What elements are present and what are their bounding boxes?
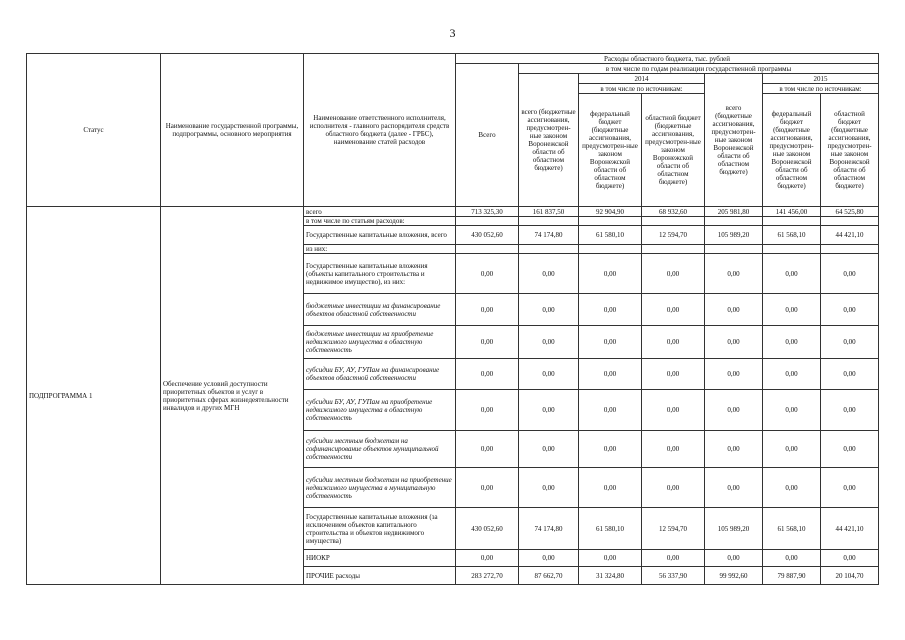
- cell-2014-total: 0,00: [519, 390, 579, 431]
- cell-2015-total: 105 989,20: [705, 508, 763, 550]
- cell-2015-federal: 79 887,90: [763, 567, 821, 585]
- cell-2015-regional: 0,00: [821, 431, 879, 468]
- table-row: [27, 207, 879, 217]
- cell-total: 0,00: [456, 254, 519, 294]
- cell-2015-regional: 0,00: [821, 254, 879, 294]
- cell-2014-total: 161 837,50: [519, 207, 579, 217]
- subprogram-name: Обеспечение условий доступности приоритетных объектов и услуг в приоритетных сферах жизнедеятельности инвалидов и других МГН: [161, 207, 304, 585]
- header-expenses: Расходы областного бюджета, тыс. рублей: [456, 54, 879, 64]
- header-2014-total: всего (бюджетные ассигнования, предусмотрен-ные законом Воронежской области об областном бюджете): [519, 74, 579, 207]
- cell-2014-regional: 12 594,70: [642, 508, 705, 550]
- cell-total: 0,00: [456, 390, 519, 431]
- cell-2014-federal: 0,00: [579, 326, 642, 359]
- cell-2015-total: 205 981,80: [705, 207, 763, 217]
- row-label: субсидии местным бюджетам на софинансирование объектов муниципальной собственности: [304, 431, 456, 468]
- cell-2015-total: 0,00: [705, 294, 763, 326]
- cell-2014-total: 74 174,80: [519, 508, 579, 550]
- cell-2014-federal: 61 580,10: [579, 508, 642, 550]
- cell-total: 0,00: [456, 326, 519, 359]
- cell-2015-federal: 0,00: [763, 294, 821, 326]
- cell-2014-federal: 31 324,80: [579, 567, 642, 585]
- cell-2015-regional: 0,00: [821, 294, 879, 326]
- header-year-2015: 2015: [763, 74, 879, 84]
- cell-2015-federal: 0,00: [763, 359, 821, 390]
- cell-2014-regional: 56 337,90: [642, 567, 705, 585]
- cell-2014-regional: 0,00: [642, 254, 705, 294]
- cell-2015-regional: 0,00: [821, 326, 879, 359]
- row-label: Государственные капитальные вложения (за исключением объектов капитального строительства и объектов недвижимого имущества): [304, 508, 456, 550]
- cell-2014-regional: 0,00: [642, 468, 705, 508]
- cell-2015-regional: 44 421,10: [821, 508, 879, 550]
- row-label: из них:: [304, 245, 456, 254]
- cell-2015-total: 0,00: [705, 431, 763, 468]
- budget-table: [26, 53, 879, 585]
- header-2015-sources: в том числе по источникам:: [763, 84, 879, 94]
- row-label: ПРОЧИЕ расходы: [304, 567, 456, 585]
- cell-total: 430 052,60: [456, 508, 519, 550]
- cell-2015-total: 0,00: [705, 326, 763, 359]
- cell-2014-regional: 12 594,70: [642, 226, 705, 245]
- cell-2015-total: 0,00: [705, 550, 763, 567]
- row-label: НИОКР: [304, 550, 456, 567]
- cell-2014-total: 0,00: [519, 431, 579, 468]
- header-status: Статус: [27, 54, 161, 207]
- cell-2015-total: 105 989,20: [705, 226, 763, 245]
- cell-2015-federal: 0,00: [763, 550, 821, 567]
- cell-2014-regional: 0,00: [642, 359, 705, 390]
- cell-2014-regional: 0,00: [642, 294, 705, 326]
- cell-2014-federal: 0,00: [579, 254, 642, 294]
- header-year-2014: 2014: [579, 74, 705, 84]
- row-label: Государственные капитальные вложения, всего: [304, 226, 456, 245]
- header-total: Всего: [456, 64, 519, 207]
- header-2015-regional: областной бюджет (бюджетные ассигнования, предусмотрен-ные законом Воронежской области об областном бюджете): [821, 94, 879, 207]
- cell-2015-regional: 20 104,70: [821, 567, 879, 585]
- cell-2015-regional: 44 421,10: [821, 226, 879, 245]
- header-executor: Наименование ответственного исполнителя, исполнителя - главного распорядителя средств областного бюджета (далее - ГРБС), наименование статей расходов: [304, 54, 456, 207]
- header-2014-regional: областной бюджет (бюджетные ассигнования, предусмотрен-ные законом Воронежской области об областном бюджете): [642, 94, 705, 207]
- cell-2014-federal: 92 904,90: [579, 207, 642, 217]
- cell-2014-total: 0,00: [519, 359, 579, 390]
- cell-2014-federal: 0,00: [579, 390, 642, 431]
- cell-2015-federal: 0,00: [763, 431, 821, 468]
- cell-2015-federal: 0,00: [763, 390, 821, 431]
- cell-2014-regional: 0,00: [642, 431, 705, 468]
- cell-2014-regional: 68 932,60: [642, 207, 705, 217]
- cell-2015-regional: 64 525,80: [821, 207, 879, 217]
- cell-2014-federal: 0,00: [579, 468, 642, 508]
- cell-2014-total: 0,00: [519, 254, 579, 294]
- cell-total: 0,00: [456, 359, 519, 390]
- cell-2014-federal: 0,00: [579, 431, 642, 468]
- header-2015-federal: федеральный бюджет (бюджетные ассигнования, предусмотрен-ные законом Воронежской области об областном бюджете): [763, 94, 821, 207]
- cell-2015-total: 0,00: [705, 359, 763, 390]
- cell-2014-regional: 0,00: [642, 326, 705, 359]
- cell-total: 430 052,60: [456, 226, 519, 245]
- cell-2015-regional: 0,00: [821, 468, 879, 508]
- cell-total: 283 272,70: [456, 567, 519, 585]
- cell-total: 0,00: [456, 294, 519, 326]
- cell-2014-regional: 0,00: [642, 390, 705, 431]
- page-number: 3: [449, 26, 456, 40]
- row-label: бюджетные инвестиции на приобретение недвижимого имущества в областную собственность: [304, 326, 456, 359]
- header-2014-federal: федеральный бюджет (бюджетные ассигнования, предусмотрен-ные законом Воронежской области об областном бюджете): [579, 94, 642, 207]
- cell-2014-total: 0,00: [519, 550, 579, 567]
- cell-2014-federal: 0,00: [579, 550, 642, 567]
- header-program-name: Наименование государственной программы, подпрограммы, основного мероприятия: [161, 54, 304, 207]
- cell-2015-total: 99 992,60: [705, 567, 763, 585]
- header-2014-sources: в том числе по источникам:: [579, 84, 705, 94]
- cell-2014-total: 0,00: [519, 326, 579, 359]
- cell-2015-federal: 61 568,10: [763, 508, 821, 550]
- cell-2015-federal: 0,00: [763, 468, 821, 508]
- cell-2014-total: 0,00: [519, 468, 579, 508]
- cell-2014-total: 74 174,80: [519, 226, 579, 245]
- cell-2015-regional: 0,00: [821, 359, 879, 390]
- cell-2014-federal: 61 580,10: [579, 226, 642, 245]
- row-label: бюджетные инвестиции на финансирование объектов областной собственности: [304, 294, 456, 326]
- subprogram-status: ПОДПРОГРАММА 1: [27, 207, 161, 585]
- cell-2015-total: 0,00: [705, 468, 763, 508]
- cell-total: 713 325,30: [456, 207, 519, 217]
- cell-2014-federal: 0,00: [579, 294, 642, 326]
- row-label: Государственные капитальные вложения (объекты капитального строительства и недвижимое имущество), из них:: [304, 254, 456, 294]
- cell-2015-federal: 0,00: [763, 254, 821, 294]
- cell-2015-total: 0,00: [705, 390, 763, 431]
- cell-2015-federal: 61 568,10: [763, 226, 821, 245]
- row-label: субсидии местным бюджетам на приобретение недвижимого имущества в муниципальную собственность: [304, 468, 456, 508]
- cell-2014-federal: 0,00: [579, 359, 642, 390]
- row-label: субсидии БУ, АУ, ГУПам на приобретение недвижимого имущества в областную собственность: [304, 390, 456, 431]
- header-by-years: в том числе по годам реализации государственной программы: [519, 64, 879, 74]
- cell-2015-federal: 141 456,00: [763, 207, 821, 217]
- header-row-1: [27, 54, 879, 64]
- cell-2015-regional: 0,00: [821, 390, 879, 431]
- row-label: всего: [304, 207, 456, 217]
- cell-2014-regional: 0,00: [642, 550, 705, 567]
- cell-2015-regional: 0,00: [821, 550, 879, 567]
- cell-2015-total: 0,00: [705, 254, 763, 294]
- cell-2014-total: 0,00: [519, 294, 579, 326]
- header-2015-total: всего (бюджетные ассигнования, предусмотрен-ные законом Воронежской области об областном бюджете): [705, 74, 763, 207]
- cell-total: 0,00: [456, 431, 519, 468]
- cell-total: 0,00: [456, 468, 519, 508]
- row-label: субсидии БУ, АУ, ГУПам на финансирование объектов областной собственности: [304, 359, 456, 390]
- row-label: в том числе по статьям расходов:: [304, 217, 456, 226]
- cell-2015-federal: 0,00: [763, 326, 821, 359]
- cell-2014-total: 87 662,70: [519, 567, 579, 585]
- cell-total: 0,00: [456, 550, 519, 567]
